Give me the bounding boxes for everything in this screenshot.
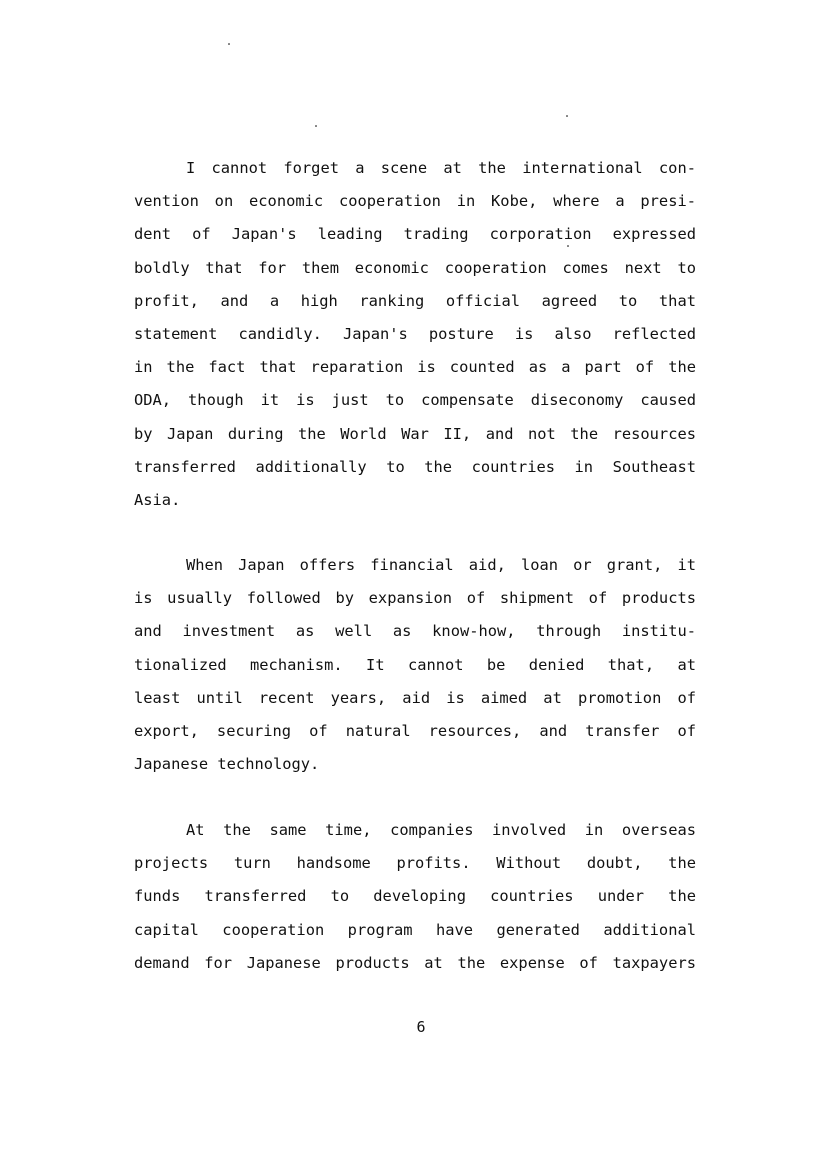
text-line: projects turn handsome profits. Without doubt, the bbox=[134, 854, 696, 873]
text-line: Japanese technology. bbox=[134, 755, 320, 774]
paragraph-1 bbox=[134, 152, 696, 517]
scan-speck bbox=[228, 43, 230, 45]
text-line: I cannot forget a scene at the international con- bbox=[186, 159, 696, 177]
text-line: ODA, though it is just to compensate diseconomy caused bbox=[134, 391, 696, 410]
text-line: When Japan offers financial aid, loan or grant, it bbox=[186, 556, 696, 574]
text-line: least until recent years, aid is aimed at promotion of bbox=[134, 688, 696, 707]
text-line: statement candidly. Japan's posture is also reflected bbox=[134, 324, 696, 343]
text-line: export, securing of natural resources, and transfer of bbox=[134, 721, 696, 740]
text-line: boldly that for them economic cooperation comes next to bbox=[134, 258, 696, 277]
text-line: is usually followed by expansion of shipment of products bbox=[134, 589, 696, 608]
text-line: and investment as well as know-how, through institu- bbox=[134, 622, 696, 641]
paragraph-3 bbox=[134, 814, 696, 980]
paragraph-2 bbox=[134, 549, 696, 781]
page-number: 6 bbox=[416, 1018, 426, 1036]
text-line: funds transferred to developing countries under the bbox=[134, 887, 696, 906]
text-line: tionalized mechanism. It cannot be denied that, at bbox=[134, 655, 696, 674]
text-line: dent of Japan's leading trading corporation expressed bbox=[134, 225, 696, 244]
text-line: At the same time, companies involved in overseas bbox=[186, 821, 696, 839]
text-line: vention on economic cooperation in Kobe, where a presi- bbox=[134, 192, 696, 211]
scan-speck bbox=[566, 115, 568, 117]
scan-speck bbox=[315, 125, 317, 127]
text-line: transferred additionally to the countries in Southeast bbox=[134, 457, 696, 476]
text-line: by Japan during the World War II, and not the resources bbox=[134, 424, 696, 443]
text-line: capital cooperation program have generated additional bbox=[134, 920, 696, 939]
text-line: in the fact that reparation is counted as a part of the bbox=[134, 358, 696, 377]
text-line: demand for Japanese products at the expense of taxpayers bbox=[134, 953, 696, 972]
text-line: profit, and a high ranking official agreed to that bbox=[134, 291, 696, 310]
text-line: Asia. bbox=[134, 490, 181, 509]
